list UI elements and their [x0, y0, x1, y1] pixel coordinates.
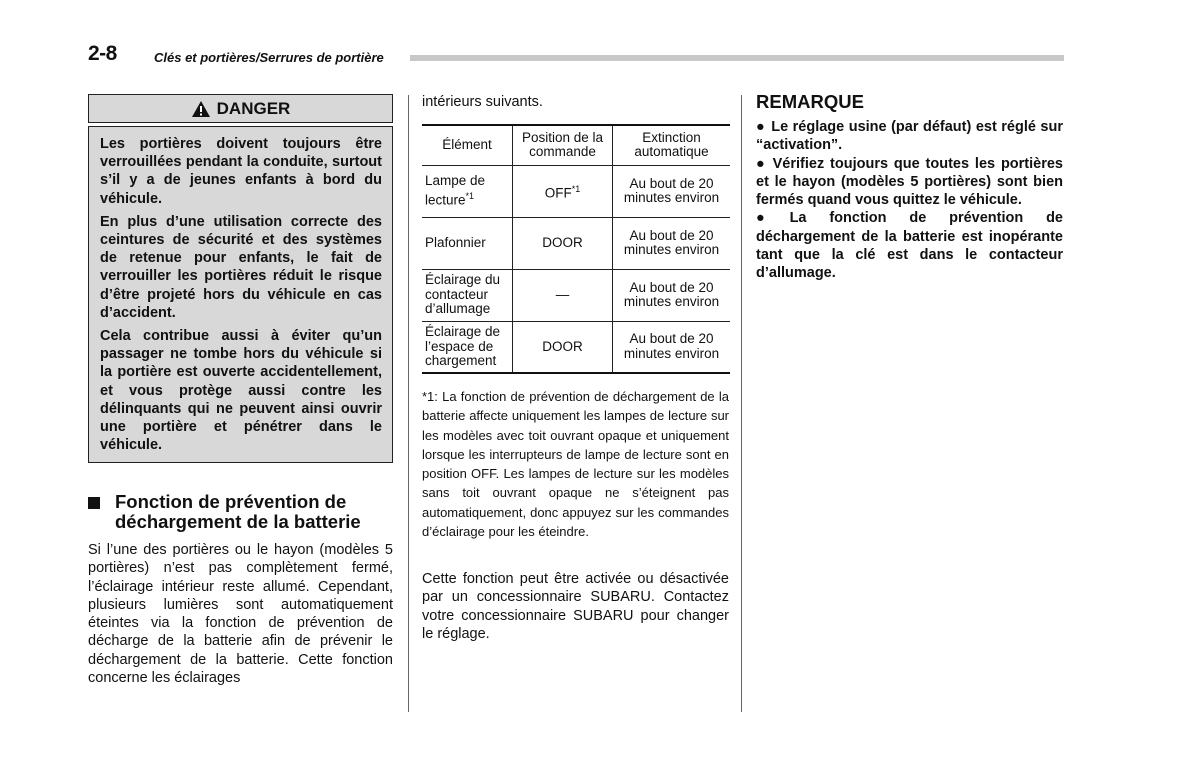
bullet-icon: ●: [756, 155, 767, 172]
section-body: Si l’une des portières ou le hayon (modèles 5 portières) n’est pas complètement fermé, l’éclairage intérieur reste allumé. Cependant, plusieurs lumières sont automatiquement éteintes via la fonction de prévention de décharge de la batterie afin de prévenir le déchargement de la batterie. Cette fonction concerne les éclairages: [88, 542, 393, 687]
table-header: Position de la commande: [513, 125, 613, 165]
table-cell: Au bout de 20 minutes environ: [613, 321, 731, 373]
table-header: Extinction automatique: [613, 125, 731, 165]
table-cell: Lampe de lecture$^{*1}$: [422, 165, 513, 217]
column2-body: Cette fonction peut être activée ou désactivée par un concessionnaire SUBARU. Contactez votre concessionnaire SUBARU pour changer le réglage.: [422, 571, 729, 642]
table-cell: Éclairage du contacteur d’allumage: [422, 269, 513, 321]
table-intro: intérieurs suivants.: [422, 94, 543, 110]
page-number: 2-8: [88, 42, 117, 65]
danger-box: [88, 126, 393, 463]
remarque-title: REMARQUE: [756, 91, 864, 112]
table-cell: Plafonnier: [422, 217, 513, 269]
table-cell: —: [513, 269, 613, 321]
table-cell: DOOR: [513, 217, 613, 269]
danger-paragraph: Les portières doivent toujours être verrouillées pendant la conduite, surtout s’il y a de jeunes enfants à bord du véhicule.: [100, 136, 382, 207]
section-bullet-icon: [88, 497, 100, 509]
table-header-row: [422, 125, 730, 165]
danger-paragraph: En plus d’une utilisation correcte des ceintures de sécurité et des systèmes de retenue pour enfants, le fait de verrouiller les portières réduit le risque d’être projeté hors du véhicule en cas d’accident.: [100, 213, 382, 321]
table-header: Élément: [422, 125, 513, 165]
table-cell: OFF$^{*1}$: [513, 165, 613, 217]
page-header: [88, 42, 1064, 66]
table-cell: Au bout de 20 minutes environ: [613, 269, 731, 321]
list-item: ● Le réglage usine (par défaut) est réglé sur “activation”.: [756, 119, 1063, 154]
table-cell: DOOR: [513, 321, 613, 373]
table-row: [422, 269, 730, 321]
header-rule: [410, 55, 1064, 61]
table-row: [422, 217, 730, 269]
column-divider-2: [741, 95, 742, 712]
section-heading: [88, 492, 393, 532]
section-title: Clés et portières/Serrures de portière: [154, 50, 384, 65]
table-cell: Au bout de 20 minutes environ: [613, 165, 731, 217]
bullet-icon: ●: [756, 210, 784, 227]
danger-title: DANGER: [216, 98, 291, 118]
table-cell: Éclairage de l’espace de chargement: [422, 321, 513, 373]
column-divider-1: [408, 95, 409, 712]
bullet-icon: ●: [756, 119, 766, 135]
table-footnote: *1: La fonction de prévention de déchargement de la batterie affecte uniquement les lampes de lecture sur les modèles avec toit ouvrant opaque et uniquement lorsque les interrupteurs de lampe de lecture sont en position OFF. Les lampes de lecture sur les modèles sans toit ouvrant opaque ne s’éteignent pas automatiquement, donc appuyez sur les commandes d’éclairage pour les éteindre.: [422, 389, 729, 540]
list-item: ● La fonction de prévention de déchargement de la batterie est inopérante tant que la clé est dans le contacteur d’allumage.: [756, 210, 1063, 282]
lighting-table: [422, 124, 730, 374]
danger-header: [88, 94, 393, 123]
section-heading-text: Fonction de prévention de déchargement de la batterie: [115, 491, 361, 532]
warning-triangle-icon: [191, 100, 211, 118]
list-item: ● Vérifiez toujours que toutes les portières et le hayon (modèles 5 portières) sont bien fermés quand vous quittez le véhicule.: [756, 155, 1064, 209]
table-cell: Au bout de 20 minutes environ: [613, 217, 731, 269]
remarque-list: [756, 118, 1063, 283]
table-row: [422, 165, 730, 217]
table-row: [422, 321, 730, 373]
danger-paragraph: Cela contribue aussi à éviter qu’un passager ne tombe hors du véhicule si la portière est ouverte accidentellement, et vous protège aussi contre les délinquants qui ne peuvent ainsi ouvrir une portière et pénétrer dans le véhicule.: [100, 328, 382, 454]
